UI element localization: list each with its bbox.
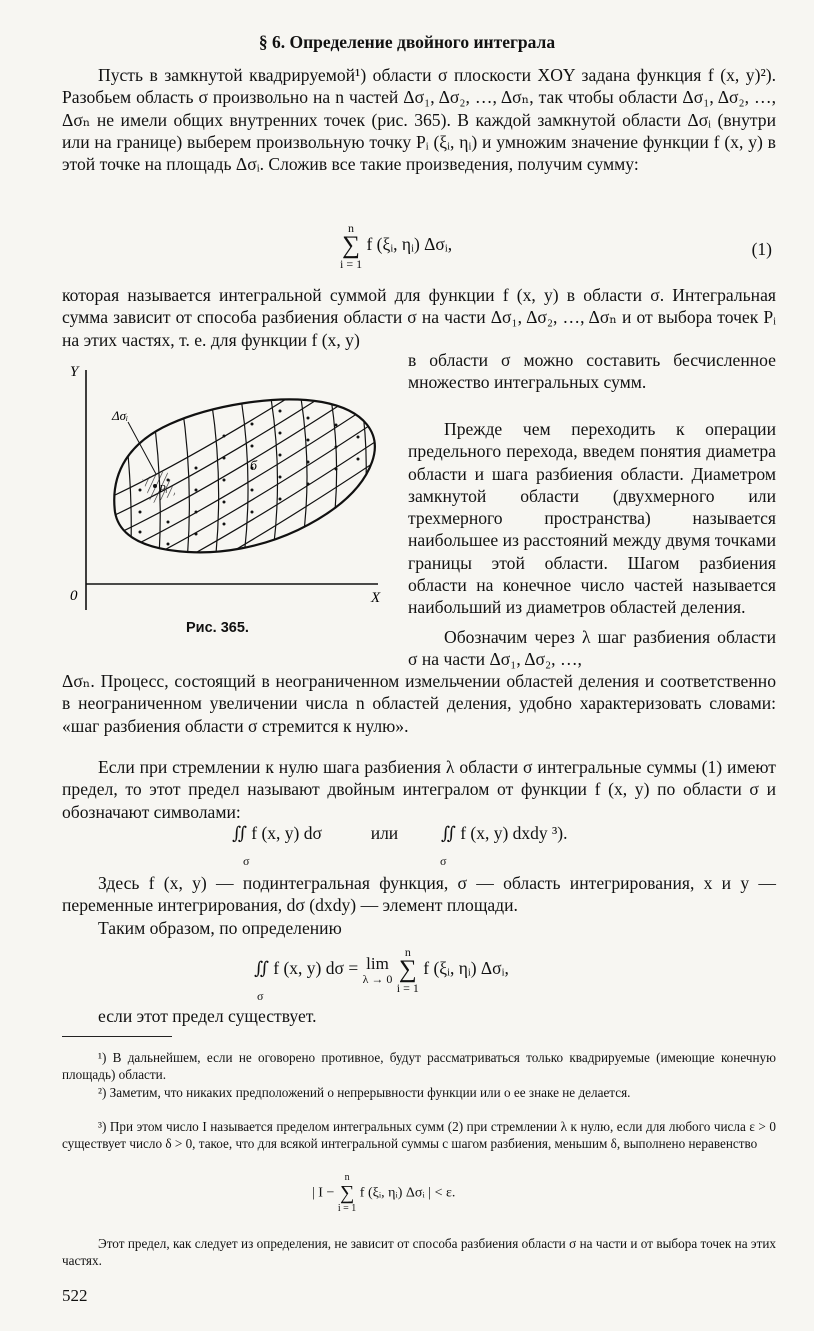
formula-3-lhs: ∬ f (x, y) dσ = (254, 958, 359, 979)
formula-2 (232, 822, 568, 844)
dsigma-label: Δσᵢ (112, 408, 129, 423)
paragraph-5: Если при стремлении к нулю шага разбиения λ области σ интегральные суммы (1) имеют предел, то этот предел называют двойным интегралом от функции f (x, y) по области σ и обозначают символами: (62, 757, 776, 822)
region-label: б (250, 459, 258, 474)
sample-points (139, 410, 360, 546)
origin-label: 0 (70, 588, 78, 604)
paragraph-6: Здесь f (x, y) — подинтегральная функция, σ — область интегрирования, x и y — переменные интегрирования, dσ (dxdy) — элемент площади. (62, 873, 776, 916)
formula-1 (340, 222, 452, 270)
formula-4 (312, 1172, 455, 1215)
sum-symbol: n ∑ i = 1 (340, 221, 363, 271)
formula-2-right: ∬ f (x, y) dxdy ³). (440, 823, 568, 843)
figure-365 (60, 362, 395, 642)
paragraph-2a: которая называется интегральной суммой для функции f (x, y) в области σ. Интегральная сумма зависит от способа разбиения области σ на части Δσ₁, Δσ₂, …, Δσₙ и от выбора точек Pᵢ на этих частях, т. е. для функции f (x, y) (62, 285, 776, 350)
limit-symbol: lim λ → 0 (362, 954, 393, 986)
paragraph-4a: Обозначим через λ шаг разбиения области σ на части Δσ₁, Δσ₂, …, (408, 627, 776, 670)
formula-2-left: ∬ f (x, y) dσ (232, 823, 322, 843)
footnote-1: ¹) В дальнейшем, если не оговорено противное, будут рассматриваться только квадрируемые (имеющие конечную площадь) области. (62, 1050, 776, 1082)
formula-2-sub-left: σ (243, 854, 250, 868)
formula-3 (254, 946, 509, 994)
footnote-3: ³) При этом число I называется пределом интегральных сумм (2) при стремлении λ к нулю, если для любого числа ε > 0 существует число δ > 0, такое, что для всякой интегральной суммы с шагом разбиения, меньшим δ, выполнено неравенство (62, 1119, 776, 1151)
formula-4-left: | I − (312, 1185, 335, 1201)
formula-2-sub-right: σ (440, 854, 447, 868)
footnote-rule (62, 1036, 172, 1037)
footnote-2: ²) Заметим, что никаких предположений о непрерывности функции или о ее знаке не делается. (98, 1085, 631, 1100)
figure-caption: Рис. 365. (186, 620, 249, 636)
x-axis-label: X (371, 590, 381, 606)
paragraph-8: если этот предел существует. (98, 1006, 317, 1026)
point-label: Pᵢ (159, 483, 168, 495)
section-heading: § 6. Определение двойного интеграла (258, 32, 556, 52)
sum-symbol-3: n ∑ i = 1 (396, 945, 419, 995)
formula-2-or: или (370, 823, 399, 843)
paragraph-3: Прежде чем переходить к операции предельного перехода, введем понятия диаметра области и шага разбиения области. Диаметром замкнутой области (двухмерного или трехмерного пространства) называется наибольшее из расстояний между двумя точками границы этой области. Шагом разбиения области на конечное число частей называется наибольший из диаметров областей деления. (408, 419, 776, 618)
paragraph-1: Пусть в замкнутой квадрируемой¹) области σ плоскости XOY задана функция f (x, y)²). Разобьем область σ произвольно на n частей Δσ₁, Δσ₂, …, Δσₙ, так чтобы области Δσ₁, Δσ₂, …, Δσₙ не имели общих внутренних точек (рис. 365). В каждой замкнутой области Δσᵢ (внутри или на границе) выберем произвольную точку Pᵢ (ξᵢ, ηᵢ) и умножим значение функции f (x, y) в этой точке на площадь Δσᵢ. Сложив все такие произведения, получим сумму: (62, 65, 776, 175)
formula-4-body: f (ξᵢ, ηᵢ) Δσᵢ | < ε. (359, 1185, 456, 1201)
paragraph-4b: Δσₙ. Процесс, состоящий в неограниченном измельчении областей деления и соответственно в неограниченном увеличении числа n областей деления, удобно характеризовать словами: «шаг разбиения области σ стремится к нулю». (62, 671, 776, 736)
formula-1-body: f (ξᵢ, ηᵢ) Δσᵢ, (366, 234, 453, 255)
page-number: 522 (62, 1286, 88, 1305)
figure-drawing (60, 362, 395, 642)
formula-3-body: f (ξᵢ, ηᵢ) Δσᵢ, (423, 958, 509, 979)
sum-symbol-4: n ∑ i = 1 (337, 1172, 357, 1214)
dsigma-leader (128, 422, 156, 474)
footnote-4: Этот предел, как следует из определения, не зависит от способа разбиения области σ на части и от выбора точек на этих частях. (62, 1236, 776, 1268)
paragraph-2b: в области σ можно составить бесчисленное множество интегральных сумм. (408, 350, 776, 393)
y-axis-label: Y (70, 364, 79, 380)
formula-3-sub: σ (257, 989, 264, 1003)
equation-number-1: (1) (751, 239, 772, 259)
paragraph-7: Таким образом, по определению (98, 918, 342, 938)
